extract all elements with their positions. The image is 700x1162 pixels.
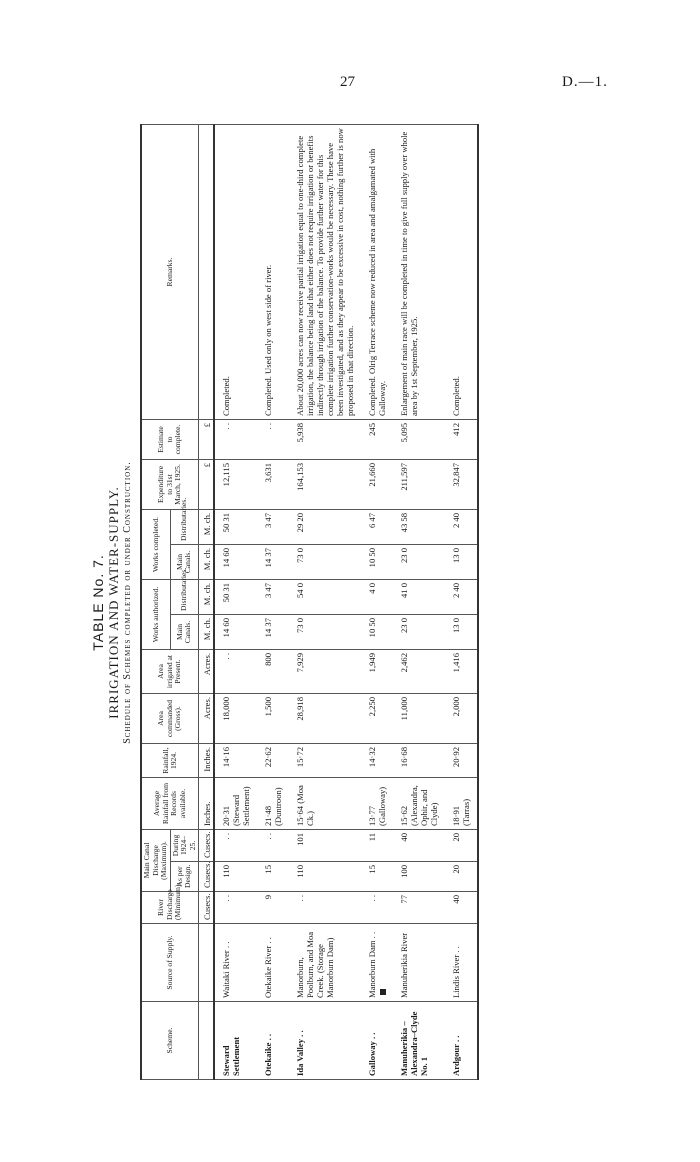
cell-river-discharge: . . <box>214 892 257 924</box>
cell-completed-dist: 50 31 <box>214 509 257 544</box>
header-authorized-distributaries: Distributaries. <box>170 579 199 614</box>
cell-during-discharge: 40 <box>393 830 445 862</box>
cell-area-irrigated: 1,949 <box>361 650 393 694</box>
cell-remarks: Completed. <box>445 124 478 419</box>
cell-expenditure: 164,153 <box>289 459 361 509</box>
cell-completed-main: 14 60 <box>214 544 257 579</box>
cell-remarks: Enlargement of main race will be completed in time to give full supply over whole area by 1st September, 1925. <box>393 124 445 419</box>
cell-estimate: . . <box>257 419 289 459</box>
cell-during-discharge: 20 <box>445 830 478 862</box>
cell-design-discharge: 110 <box>214 862 257 892</box>
header-estimate: Estimate to complete. <box>141 419 199 459</box>
printer-mark-icon <box>380 989 386 995</box>
cell-expenditure: 211,597 <box>393 459 445 509</box>
cell-scheme: Steward Settlement <box>214 1002 257 1080</box>
cell-average-rainfall: 18·91 (Tarras) <box>445 778 478 830</box>
cell-source: Otekaike River . . <box>257 924 289 1002</box>
cell-rainfall-1924: 14·32 <box>361 744 393 778</box>
cell-average-rainfall: 20·31 (Steward Settlement) <box>214 778 257 830</box>
unit-area-commanded: Acres. <box>199 694 215 744</box>
header-area-commanded: Area commanded (Gross). <box>141 694 199 744</box>
header-river-discharge: River Discharge (Minimum). <box>141 892 199 924</box>
cell-average-rainfall: 15·62 (Alexandra, Ophir, and Clyde) <box>393 778 445 830</box>
table-row <box>445 124 478 1079</box>
cell-expenditure: 12,115 <box>214 459 257 509</box>
cell-completed-main: 23 0 <box>393 544 445 579</box>
cell-remarks: Completed. Olrig Terrace scheme now reduced in area and amalgamated with Galloway. <box>361 124 393 419</box>
unit-area-irrigated: Acres. <box>199 650 215 694</box>
cell-completed-dist: 2 40 <box>445 509 478 544</box>
cell-scheme: Manuherikia – Alexandra–Clyde No. 1 <box>393 1002 445 1080</box>
cell-authorized-main: 73 0 <box>289 615 361 650</box>
header-works-completed: Works completed. <box>141 509 170 579</box>
unit-during: Cusecs. <box>199 830 215 862</box>
cell-completed-main: 10 50 <box>361 544 393 579</box>
header-expenditure: Expenditure to 31st March, 1925. <box>141 459 199 509</box>
cell-rainfall-1924: 16·68 <box>393 744 445 778</box>
table-row <box>214 124 257 1079</box>
cell-area-commanded: 18,000 <box>214 694 257 744</box>
cell-design-discharge: 15 <box>361 862 393 892</box>
cell-during-discharge: 11 <box>361 830 393 862</box>
header-completed-main-canals: Main Canals. <box>170 544 199 579</box>
header-scheme: Scheme. <box>141 1002 199 1080</box>
cell-rainfall-1924: 14·16 <box>214 744 257 778</box>
cell-river-discharge: . . <box>361 892 393 924</box>
cell-authorized-dist: 50 31 <box>214 579 257 614</box>
cell-source: Manorburn, Poolburn, and Moa Creek. (Storage Manorburn Dam) <box>289 924 361 1002</box>
cell-rainfall-1924: 20·92 <box>445 744 478 778</box>
cell-estimate: 5,095 <box>393 419 445 459</box>
table-row <box>393 124 445 1079</box>
cell-completed-dist: 43 58 <box>393 509 445 544</box>
cell-remarks: Completed. <box>214 124 257 419</box>
table-row <box>257 124 289 1079</box>
cell-expenditure: 21,660 <box>361 459 393 509</box>
cell-during-discharge: . . <box>214 830 257 862</box>
cell-authorized-main: 14 60 <box>214 615 257 650</box>
header-during: During 1924–25. <box>170 830 199 862</box>
cell-average-rainfall: 13·77 (Galloway) <box>361 778 393 830</box>
cell-design-discharge: 15 <box>257 862 289 892</box>
table-header <box>141 124 199 1079</box>
cell-completed-dist: 6 47 <box>361 509 393 544</box>
header-works-authorized: Works authorized. <box>141 579 170 649</box>
unit-estimate: £ <box>199 419 215 459</box>
cell-remarks: About 20,000 acres can now receive partial irrigation equal to one-third complete irrigation, the balance being land that either does not require irrigation or benefits indirectly through irrigation of the balance. To provide further water for this complete irrigation further conservation-works would be necessary. These have been investigated, and as they appear to be excessive in cost, nothing further is now proposed in that direction. <box>289 124 361 419</box>
header-remarks: Remarks. <box>141 124 199 419</box>
table-number: TABLE No. 7. <box>90 554 106 651</box>
cell-source: Lindis River . . <box>445 924 478 1002</box>
units-row <box>199 124 215 1079</box>
header-rainfall-1924: Rainfall, 1924. <box>141 744 199 778</box>
cell-authorized-dist: 2 40 <box>445 579 478 614</box>
header-as-per-design: As per Design. <box>170 862 199 892</box>
cell-authorized-main: 10 50 <box>361 615 393 650</box>
header-main-canal-discharge: Main Canal Discharge (Maximum). <box>141 830 170 892</box>
cell-average-rainfall: 15·64 (Moa Ck.) <box>289 778 361 830</box>
unit-river: Cusecs. <box>199 892 215 924</box>
cell-design-discharge: 20 <box>445 862 478 892</box>
table-body <box>214 124 478 1079</box>
cell-expenditure: 32,847 <box>445 459 478 509</box>
cell-area-irrigated: 2,462 <box>393 650 445 694</box>
cell-design-discharge: 100 <box>393 862 445 892</box>
cell-scheme: Ida Valley . . <box>289 1002 361 1080</box>
header-authorized-main-canals: Main Canals. <box>170 615 199 650</box>
table-row <box>361 124 393 1079</box>
cell-area-irrigated: 7,929 <box>289 650 361 694</box>
header-average-rainfall: Average Rainfall from Records available. <box>141 778 199 830</box>
cell-estimate: 5,938 <box>289 419 361 459</box>
header-source: Source of Supply. <box>141 924 199 1002</box>
cell-authorized-dist: 4 0 <box>361 579 393 614</box>
header-completed-distributaries: Distributaries. <box>170 509 199 544</box>
cell-river-discharge: . . <box>289 892 361 924</box>
table-title: IRRIGATION AND WATER-SUPPLY. <box>106 486 121 719</box>
cell-authorized-dist: 3 47 <box>257 579 289 614</box>
table-titles <box>90 115 135 1090</box>
cell-rainfall-1924: 15·72 <box>289 744 361 778</box>
cell-area-commanded: 28,918 <box>289 694 361 744</box>
cell-during-discharge: 101 <box>289 830 361 862</box>
table-row <box>289 124 361 1079</box>
unit-avg-rainfall: Inches. <box>199 778 215 830</box>
cell-remarks: Completed. Used only on west side of river. <box>257 124 289 419</box>
cell-river-discharge: 40 <box>445 892 478 924</box>
cell-rainfall-1924: 22·62 <box>257 744 289 778</box>
unit-rainfall-1924: Inches. <box>199 744 215 778</box>
cell-river-discharge: 9 <box>257 892 289 924</box>
cell-during-discharge: . . <box>257 830 289 862</box>
page-reference: D.—1. <box>562 74 608 90</box>
cell-area-commanded: 2,000 <box>445 694 478 744</box>
rotated-table-page <box>90 115 600 1090</box>
cell-average-rainfall: 21·48 (Duntroon) <box>257 778 289 830</box>
cell-river-discharge: 77 <box>393 892 445 924</box>
cell-area-commanded: 11,000 <box>393 694 445 744</box>
cell-authorized-main: 13 0 <box>445 615 478 650</box>
cell-source: Manorburn Dam . . <box>361 924 393 1002</box>
cell-completed-main: 13 0 <box>445 544 478 579</box>
cell-area-irrigated: 800 <box>257 650 289 694</box>
cell-design-discharge: 110 <box>289 862 361 892</box>
cell-expenditure: 3,631 <box>257 459 289 509</box>
cell-source: Manuherikia River <box>393 924 445 1002</box>
cell-completed-dist: 29 20 <box>289 509 361 544</box>
unit-auth-main: M. ch. <box>199 615 215 650</box>
cell-area-commanded: 1,500 <box>257 694 289 744</box>
cell-authorized-main: 14 37 <box>257 615 289 650</box>
unit-design: Cusecs. <box>199 862 215 892</box>
unit-comp-main: M. ch. <box>199 544 215 579</box>
cell-source: Waitaki River . . <box>214 924 257 1002</box>
cell-completed-main: 14 37 <box>257 544 289 579</box>
table-subtitle: Schedule of Schemes completed or under Construction. <box>122 461 133 744</box>
cell-estimate: 245 <box>361 419 393 459</box>
page-number: 27 <box>340 74 355 90</box>
unit-comp-dist: M. ch. <box>199 509 215 544</box>
cell-authorized-dist: 41 0 <box>393 579 445 614</box>
cell-area-commanded: 2,250 <box>361 694 393 744</box>
cell-area-irrigated: 1,416 <box>445 650 478 694</box>
cell-area-irrigated: . . <box>214 650 257 694</box>
cell-estimate: 412 <box>445 419 478 459</box>
cell-scheme: Galloway . . <box>361 1002 393 1080</box>
unit-expenditure: £ <box>199 459 215 509</box>
cell-scheme: Ardgour . . <box>445 1002 478 1080</box>
cell-estimate: . . <box>214 419 257 459</box>
cell-scheme: Otekaike . . <box>257 1002 289 1080</box>
cell-authorized-dist: 54 0 <box>289 579 361 614</box>
cell-completed-dist: 3 47 <box>257 509 289 544</box>
cell-authorized-main: 23 0 <box>393 615 445 650</box>
cell-completed-main: 73 0 <box>289 544 361 579</box>
unit-auth-dist: M. ch. <box>199 579 215 614</box>
header-area-irrigated: Area irrigated at Present. <box>141 650 199 694</box>
irrigation-schedule-table <box>140 124 479 1080</box>
